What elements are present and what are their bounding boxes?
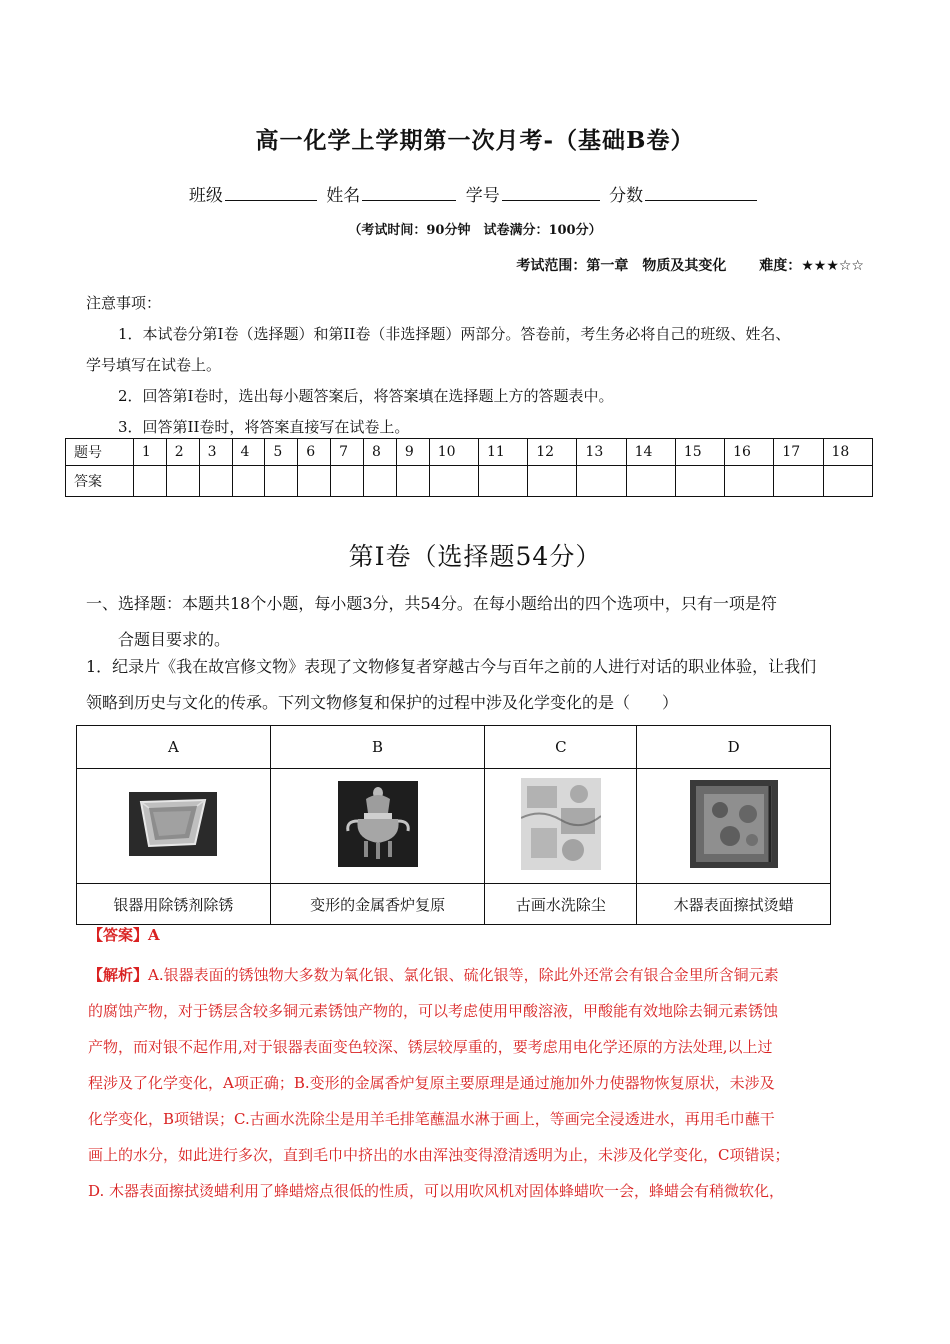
section-title: 第Ⅰ卷（选择题54分） — [348, 542, 602, 571]
note-item: 2．回答第I卷时，选出每小题答案后，将答案填在选择题上方的答题表中。 — [118, 387, 614, 405]
section-instruction — [86, 586, 876, 658]
answer-cell[interactable] — [166, 466, 199, 497]
exam-scope-line — [516, 255, 864, 275]
answer-cell[interactable] — [626, 466, 675, 497]
answer-cell[interactable] — [331, 466, 364, 497]
answer-cell[interactable] — [577, 466, 626, 497]
answer-cell[interactable] — [133, 466, 166, 497]
answer-cell[interactable] — [823, 466, 872, 497]
question-number-label: 题号 — [66, 439, 134, 466]
answer-cell[interactable] — [429, 466, 478, 497]
incense-burner-image — [338, 781, 418, 867]
option-label: 古画水洗除尘 — [485, 884, 637, 925]
question-number: 7 — [331, 439, 364, 466]
answer-cell[interactable] — [675, 466, 724, 497]
option-letter: A — [77, 726, 271, 769]
note-item: 1．本试卷分第I卷（选择题）和第II卷（非选择题）两部分。答卷前，考生务必将自己的班级、姓名、 — [118, 325, 791, 343]
silver-box-image — [129, 792, 217, 856]
analysis-block — [88, 957, 873, 1209]
student-info-line — [0, 181, 950, 206]
class-label: 班级 — [188, 186, 223, 206]
answer-cell[interactable] — [265, 466, 298, 497]
instruction-line: 一、选择题：本题共18个小题，每小题3分，共54分。在每小题给出的四个选项中，只有一项是符 — [86, 594, 777, 613]
question-number: 15 — [675, 439, 724, 466]
analysis-line: A.银器表面的锈蚀物大多数为氧化银、氯化银、硫化银等，除此外还常会有银合金里所含铜元素 — [148, 966, 779, 984]
option-label: 变形的金属香炉复原 — [270, 884, 485, 925]
question-number: 14 — [626, 439, 675, 466]
question-number: 5 — [265, 439, 298, 466]
instruction-line: 合题目要求的。 — [118, 630, 231, 649]
question-number: 1 — [133, 439, 166, 466]
analysis-line: D. 木器表面擦拭烫蜡利用了蜂蜡熔点很低的性质，可以用吹风机对固体蜂蜡吹一会，蜂蜡会有稍微软化， — [88, 1182, 785, 1200]
name-blank — [362, 186, 456, 201]
question-number: 12 — [528, 439, 577, 466]
question-1-options-table — [76, 725, 831, 925]
analysis-label: 【解析】 — [88, 966, 149, 984]
score-label: 分数 — [609, 186, 644, 206]
question-number: 3 — [199, 439, 232, 466]
notes-heading: 注意事项： — [86, 294, 162, 312]
option-label: 木器表面擦拭烫蜡 — [637, 884, 831, 925]
notes-section — [86, 288, 876, 443]
option-letter: D — [637, 726, 831, 769]
difficulty-rating: 难度：★★★☆☆ — [759, 258, 864, 274]
options-letter-row — [77, 726, 831, 769]
exam-time-info: （考试时间：90分钟 试卷满分：100分） — [348, 223, 602, 238]
note-item: 3．回答第II卷时，将答案直接写在试卷上。 — [118, 418, 410, 436]
ancient-painting-image — [521, 778, 601, 870]
question-number: 9 — [396, 439, 429, 466]
name-label: 姓名 — [326, 186, 361, 206]
answer-table-number-row — [66, 439, 873, 466]
answer-table — [65, 438, 873, 497]
analysis-line: 画上的水分，如此进行多次，直到毛巾中挤出的水由浑浊变得澄清透明为止，未涉及化学变化，C项错误； — [88, 1146, 790, 1164]
question-number: 6 — [298, 439, 331, 466]
answer-cell[interactable] — [232, 466, 265, 497]
question-number: 18 — [823, 439, 872, 466]
question-number: 10 — [429, 439, 478, 466]
analysis-line: 化学变化，B项错误；C.古画水洗除尘是用羊毛排笔蘸温水淋于画上，等画完全浸透进水，再用毛巾蘸干 — [88, 1110, 775, 1128]
option-letter: C — [485, 726, 637, 769]
answer-cell[interactable] — [528, 466, 577, 497]
analysis-line: 产物，而对银不起作用,对于银器表面变色较深、锈层较厚重的，要考虑用电化学还原的方法处理,以上过 — [88, 1038, 773, 1056]
answer-cell[interactable] — [725, 466, 774, 497]
student-id-blank — [502, 186, 600, 201]
question-number: 4 — [232, 439, 265, 466]
question-number: 16 — [725, 439, 774, 466]
class-blank — [225, 186, 317, 201]
analysis-line: 的腐蚀产物，对于锈层含较多铜元素锈蚀产物的，可以考虑使用甲酸溶液，甲酸能有效地除去铜元素锈蚀 — [88, 1002, 779, 1020]
answer-cell[interactable] — [199, 466, 232, 497]
answer-cell[interactable] — [298, 466, 331, 497]
analysis-line: 程涉及了化学变化，A项正确；B.变形的金属香炉复原主要原理是通过施加外力使器物恢复原状，未涉及 — [88, 1074, 775, 1092]
note-item: 学号填写在试卷上。 — [86, 356, 222, 374]
student-id-label: 学号 — [465, 186, 500, 206]
question-line: 领略到历史与文化的传承。下列文物修复和保护的过程中涉及化学变化的是（ ） — [86, 693, 679, 712]
option-label: 银器用除锈剂除锈 — [77, 884, 271, 925]
score-blank — [645, 186, 757, 201]
question-number: 11 — [478, 439, 527, 466]
options-image-row — [77, 769, 831, 884]
question-line: 1．纪录片《我在故宫修文物》表现了文物修复者穿越古今与百年之前的人进行对话的职业体验，让我们 — [86, 657, 817, 676]
option-letter: B — [270, 726, 485, 769]
options-label-row — [77, 884, 831, 925]
question-number: 17 — [774, 439, 823, 466]
answer-cell[interactable] — [396, 466, 429, 497]
answer-cell[interactable] — [774, 466, 823, 497]
answer-text: 【答案】A — [88, 926, 160, 944]
question-number: 2 — [166, 439, 199, 466]
answer-cell[interactable] — [364, 466, 397, 497]
exam-scope: 考试范围：第一章 物质及其变化 — [516, 258, 727, 274]
question-number: 13 — [577, 439, 626, 466]
exam-title: 高一化学上学期第一次月考-（基础B卷） — [255, 127, 695, 154]
question-1-stem — [86, 649, 876, 721]
answer-label: 答案 — [66, 466, 134, 497]
question-number: 8 — [364, 439, 397, 466]
answer-table-answer-row — [66, 466, 873, 497]
wooden-carving-image — [690, 780, 778, 868]
answer-cell[interactable] — [478, 466, 527, 497]
